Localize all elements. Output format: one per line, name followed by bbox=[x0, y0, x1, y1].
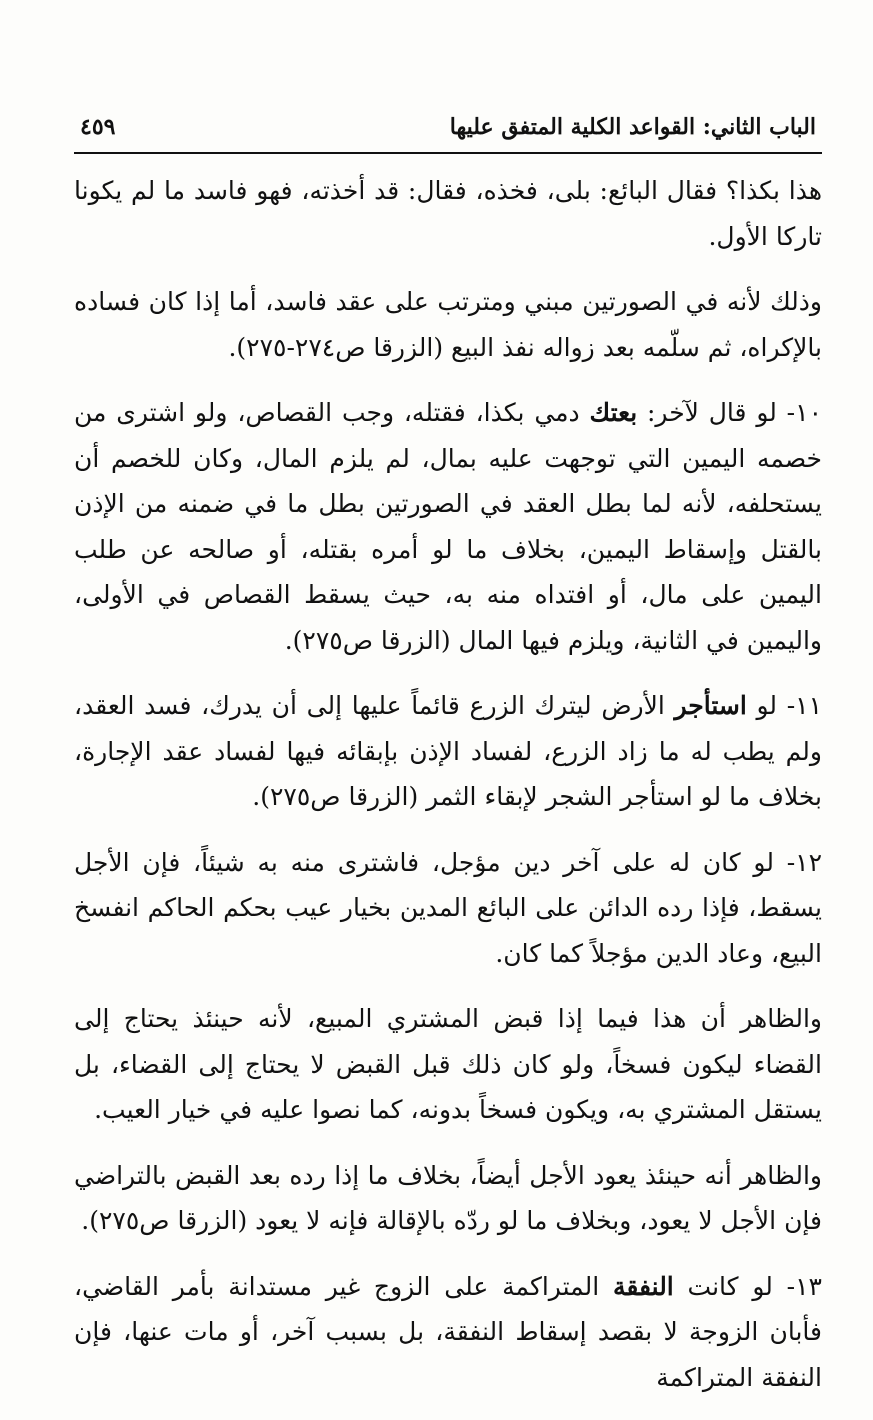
paragraph-item-11: ١١- لو استأجر الأرض ليترك الزرع قائماً عليها إلى أن يدرك، فسد العقد، ولم يطب له ما زاد الزرع، لفساد الإذن بإبقائه فيها لفساد عقد الإجارة، بخلاف ما لو استأجر الشجر لإبقاء الثمر (الزرقا ص٢٧٥). bbox=[74, 691, 823, 811]
chapter-title: الباب الثاني: القواعد الكلية المتفق عليها bbox=[449, 114, 816, 140]
book-page bbox=[74, 112, 822, 1420]
paragraph-item-10: ١٠- لو قال لآخر: بعتك دمي بكذا، فقتله، وجب القصاص، ولو اشترى من خصمه اليمين التي توجهت عليه بمال، لم يلزم المال، وكان للخصم أن يستحلفه، لأنه لما بطل العقد في الصورتين بطل ما في ضمنه من الإذن بالقتل وإسقاط اليمين، بخلاف ما لو أمره بقتله، أو صالحه عن طلب اليمين على مال، أو افتداه منه به، حيث يسقط القصاص في الأولى، واليمين في الثانية، ويلزم فيها المال (الزرقا ص٢٧٥). bbox=[74, 398, 822, 655]
paragraph-item-13: ١٣- لو كانت النفقة المتراكمة على الزوج غير مستدانة بأمر القاضي، فأبان الزوجة لا بقصد إسقاط النفقة، بل بسبب آخر، أو مات عنها، فإن النفقة المتراكمة bbox=[74, 1271, 822, 1392]
paragraph-6: والظاهر أن هذا فيما إذا قبض المشتري المبيع، لأنه حينئذ يحتاج إلى القضاء ليكون فسخاً، ولو كان ذلك قبل القبض لا يحتاج إلى القضاء، بل يستقل المشتري به، ويكون فسخاً بدونه، كما نصوا عليه في خيار العيب. bbox=[74, 1004, 822, 1124]
paragraph-item-12: ١٢- لو كان له على آخر دين مؤجل، فاشترى منه به شيئاً، فإن الأجل يسقط، فإذا رده الدائن على البائع المدين بخيار عيب بحكم الحاكم انفسخ البيع، وعاد الدين مؤجلاً كما كان. bbox=[74, 847, 822, 968]
paragraph-7: والظاهر أنه حينئذ يعود الأجل أيضاً، بخلاف ما إذا رده بعد القبض بالتراضي فإن الأجل لا يعود، وبخلاف ما لو ردّه بالإقالة فإنه لا يعود (الزرقا ص٢٧٥). bbox=[74, 1160, 822, 1235]
paragraph-2: وذلك لأنه في الصورتين مبني ومترتب على عقد فاسد، أما إذا كان فساده بالإكراه، ثم سلّمه بعد زواله نفذ البيع (الزرقا ص٢٧٤-٢٧٥). bbox=[74, 287, 822, 362]
text-body bbox=[74, 168, 822, 1400]
page-number: ٤٥٩ bbox=[80, 114, 116, 140]
paragraph-1: هذا بكذا؟ فقال البائع: بلى، فخذه، فقال: قد أخذته، فهو فاسد ما لم يكونا تاركا الأول. bbox=[74, 176, 822, 251]
running-header bbox=[74, 112, 822, 154]
